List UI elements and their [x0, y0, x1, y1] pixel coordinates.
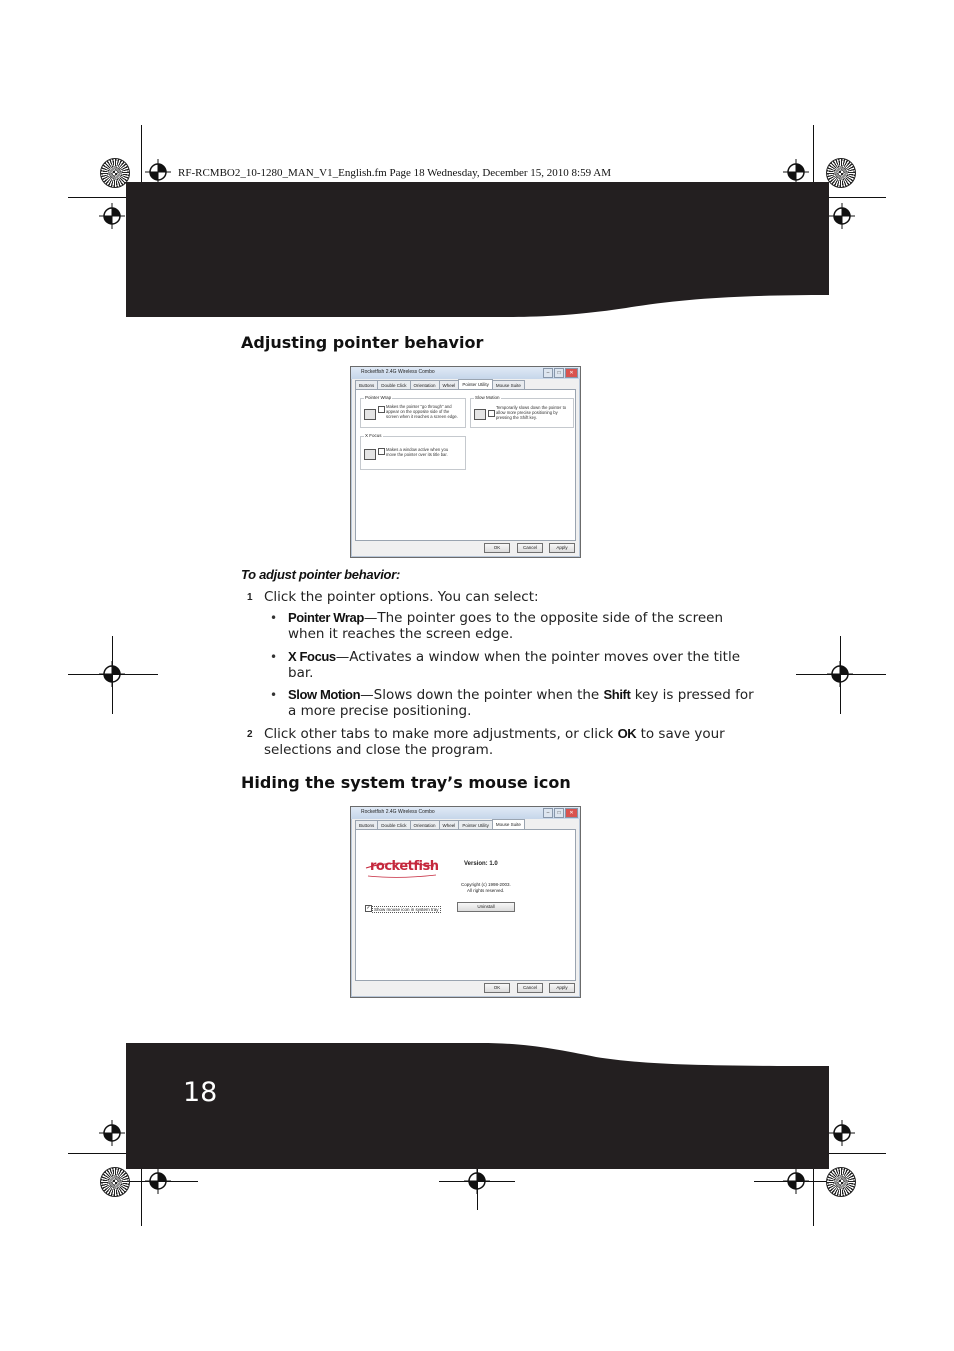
- group-slow-motion: [470, 395, 574, 428]
- tab-orientation[interactable]: Orientation: [410, 820, 440, 831]
- procedure-title: To adjust pointer behavior:: [241, 567, 400, 582]
- term: X Focus: [288, 649, 336, 664]
- registration-star-icon: [826, 1167, 856, 1197]
- list-item: [270, 649, 750, 681]
- group-description: Makes a window active when you move the pointer over its title bar.: [386, 447, 449, 457]
- dialog-panel: [355, 389, 576, 541]
- dialog-title: Rocketfish 2.4G Wireless Combo: [361, 369, 435, 375]
- tab-pointer-utility[interactable]: Pointer Utility: [458, 379, 493, 390]
- tab-wheel[interactable]: Wheel: [439, 820, 460, 831]
- group-description: Makes the pointer "go through" and appear on the opposite side of the screen when it reaches a screen edge.: [386, 404, 458, 419]
- close-icon[interactable]: ✕: [565, 808, 578, 818]
- crosshair-icon: [99, 203, 125, 229]
- bullet-text: —Slows down the pointer when the: [360, 687, 604, 703]
- header-bar: [126, 182, 829, 317]
- pointer-wrap-checkbox[interactable]: [378, 406, 385, 413]
- term: OK: [617, 726, 637, 741]
- ok-button[interactable]: OK: [484, 543, 510, 553]
- dialog-pointer-utility: [350, 366, 581, 558]
- page-number: 18: [183, 1077, 218, 1108]
- minimize-icon[interactable]: –: [543, 808, 553, 818]
- tab-mouse-suite[interactable]: Mouse Suite: [492, 819, 525, 830]
- tray-icon-checkbox[interactable]: ✓: [366, 905, 371, 911]
- tab-wheel[interactable]: Wheel: [439, 380, 460, 391]
- maximize-icon[interactable]: □: [554, 808, 564, 818]
- step-text-part: to save your: [636, 726, 725, 742]
- tab-pointer-utility[interactable]: Pointer Utility: [458, 820, 493, 831]
- cancel-button[interactable]: Cancel: [517, 983, 543, 993]
- bullet-text: bar.: [288, 665, 314, 681]
- dialog-title: Rocketfish 2.4G Wireless Combo: [361, 809, 435, 815]
- step-text: Click the pointer options. You can select:: [264, 589, 539, 605]
- dialog-titlebar: [351, 807, 580, 819]
- bullet-text: when it reaches the screen edge.: [288, 626, 514, 642]
- close-icon[interactable]: ✕: [565, 368, 578, 378]
- dialog-mouse-suite: [350, 806, 581, 998]
- registration-star-icon: [100, 1167, 130, 1197]
- footer-bar: [126, 1043, 829, 1169]
- list-item: [270, 610, 750, 642]
- step-text-part: selections and close the program.: [264, 742, 494, 758]
- ok-button[interactable]: OK: [484, 983, 510, 993]
- term: Slow Motion: [288, 687, 361, 702]
- rocketfish-logo: rocketfish: [370, 859, 439, 874]
- group-x-focus: [360, 433, 466, 470]
- apply-button[interactable]: Apply: [549, 543, 575, 553]
- bullet-text: key is pressed for: [630, 687, 754, 703]
- crosshair-icon: [829, 1120, 855, 1146]
- x-focus-checkbox[interactable]: [378, 448, 385, 455]
- crosshair-icon: [827, 661, 853, 687]
- group-label: X Focus: [365, 433, 382, 438]
- crosshair-icon: [99, 661, 125, 687]
- registration-star-icon: [826, 158, 856, 188]
- uninstall-button[interactable]: Uninstall: [457, 902, 515, 912]
- tab-buttons[interactable]: Buttons: [355, 380, 378, 391]
- step-text: [264, 726, 744, 758]
- logo-swoosh-icon: [364, 856, 444, 880]
- step-number: 1: [247, 592, 253, 603]
- slow-motion-checkbox[interactable]: [488, 410, 495, 417]
- bullet-text: —Activates a window when the pointer moves over the title: [335, 649, 741, 665]
- bullet-icon: •: [270, 611, 278, 625]
- group-pointer-wrap: [360, 395, 466, 428]
- version-label: Version: 1.0: [464, 861, 498, 867]
- slow-motion-icon: [474, 409, 486, 420]
- copyright-line: Copyright (c) 1998-2003.: [461, 882, 511, 887]
- copyright-line: All rights reserved.: [467, 888, 505, 893]
- bullet-text: a more precise positioning.: [288, 703, 472, 719]
- tab-orientation[interactable]: Orientation: [410, 380, 440, 391]
- group-label: Slow Motion: [475, 395, 500, 400]
- bullet-icon: •: [270, 650, 278, 664]
- tab-buttons[interactable]: Buttons: [355, 820, 378, 831]
- dialog-panel: [355, 829, 576, 981]
- section-heading-pointer: Adjusting pointer behavior: [241, 333, 484, 352]
- crosshair-icon: [464, 1168, 490, 1194]
- cancel-button[interactable]: Cancel: [517, 543, 543, 553]
- bullet-text: —The pointer goes to the opposite side of the screen: [363, 610, 724, 626]
- crosshair-icon: [829, 203, 855, 229]
- maximize-icon[interactable]: □: [554, 368, 564, 378]
- term: Shift: [603, 687, 631, 702]
- x-focus-icon: [364, 449, 376, 460]
- group-description: Temporarily slows down the pointer to allow more precise positioning by pressing the Shift key.: [496, 405, 567, 420]
- checkbox-label: Show mouse icon in system tray: [374, 907, 439, 912]
- tab-double-click[interactable]: Double Click: [377, 380, 410, 391]
- minimize-icon[interactable]: –: [543, 368, 553, 378]
- dialog-titlebar: [351, 367, 580, 379]
- step-number: 2: [247, 729, 253, 740]
- apply-button[interactable]: Apply: [549, 983, 575, 993]
- print-slug: RF-RCMBO2_10-1280_MAN_V1_English.fm Page 18 Wednesday, December 15, 2010 8:59 AM: [178, 167, 611, 179]
- crosshair-icon: [145, 1168, 171, 1194]
- step-text-part: Click other tabs to make more adjustments, or click: [264, 726, 618, 742]
- crosshair-icon: [99, 1120, 125, 1146]
- list-item: [270, 687, 760, 719]
- group-label: Pointer Wrap: [365, 395, 392, 400]
- bullet-icon: •: [270, 688, 278, 702]
- crosshair-icon: [783, 1168, 809, 1194]
- tab-double-click[interactable]: Double Click: [377, 820, 410, 831]
- pointer-wrap-icon: [364, 409, 376, 420]
- tab-mouse-suite[interactable]: Mouse Suite: [492, 380, 525, 391]
- section-heading-tray-icon: Hiding the system tray’s mouse icon: [241, 773, 571, 792]
- term: Pointer Wrap: [288, 610, 364, 625]
